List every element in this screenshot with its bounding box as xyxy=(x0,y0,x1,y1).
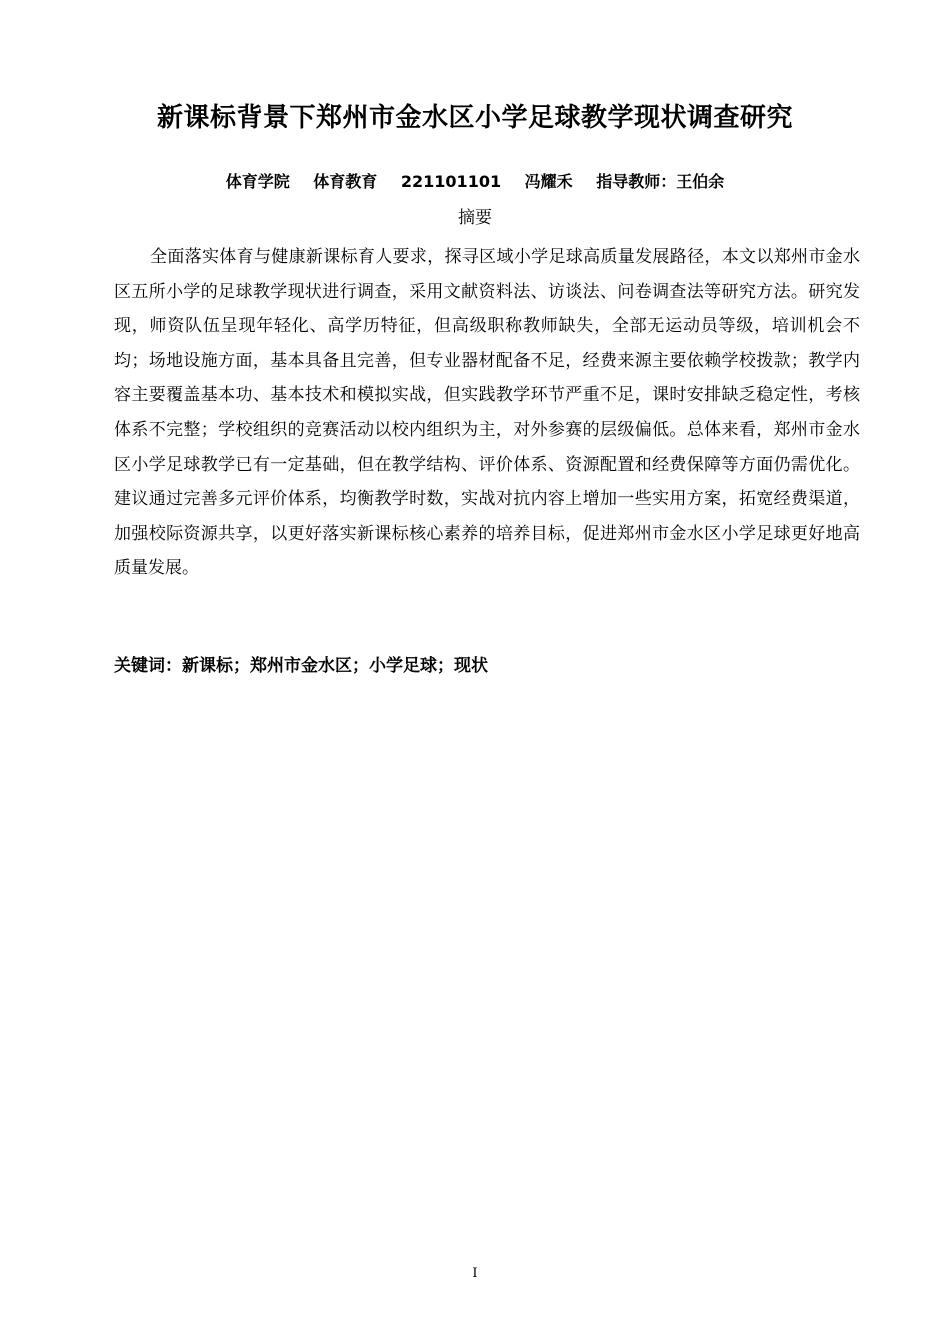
abstract-text: 全面落实体育与健康新课标育人要求，探寻区域小学足球高质量发展路径，本文以郑州市金水区五所小学的足球教学现状进行调查，采用文献资料法、访谈法、问卷调查法等研究方法。研究发现，师资队伍呈现年轻化、高学历特征，但高级职称教师缺失，全部无运动员等级，培训机会不均；场地设施方面，基本具备且完善，但专业器材配备不足，经费来源主要依赖学校拨款；教学内容主要覆盖基本功、基本技术和模拟实战，但实践教学环节严重不足，课时安排缺乏稳定性，考核体系不完整；学校组织的竞赛活动以校内组织为主，对外参赛的层级偏低。总体来看，郑州市金水区小学足球教学已有一定基础，但在教学结构、评价体系、资源配置和经费保障等方面仍需优化。建议通过完善多元评价体系，均衡教学时数，实战对抗内容上增加一些实用方案，拓宽经费渠道，加强校际资源共享，以更好落实新课标核心素养的培养目标，促进郑州市金水区小学足球更好地高质量发展。 xyxy=(114,247,860,579)
byline-author: 冯耀禾 xyxy=(524,172,573,191)
paper-title: 新课标背景下郑州市金水区小学足球教学现状调查研究 xyxy=(156,103,793,133)
author-byline xyxy=(0,170,950,194)
page-number: I xyxy=(472,1266,478,1281)
byline-major: 体育教育 xyxy=(313,172,378,191)
byline-advisor: 指导教师：王伯余 xyxy=(596,172,725,191)
byline-student-id: 221101101 xyxy=(400,172,502,191)
abstract-heading: 摘要 xyxy=(458,208,492,228)
keywords-line: 关键词：新课标；郑州市金水区；小学足球；现状 xyxy=(114,656,488,676)
byline-college: 体育学院 xyxy=(225,172,290,191)
